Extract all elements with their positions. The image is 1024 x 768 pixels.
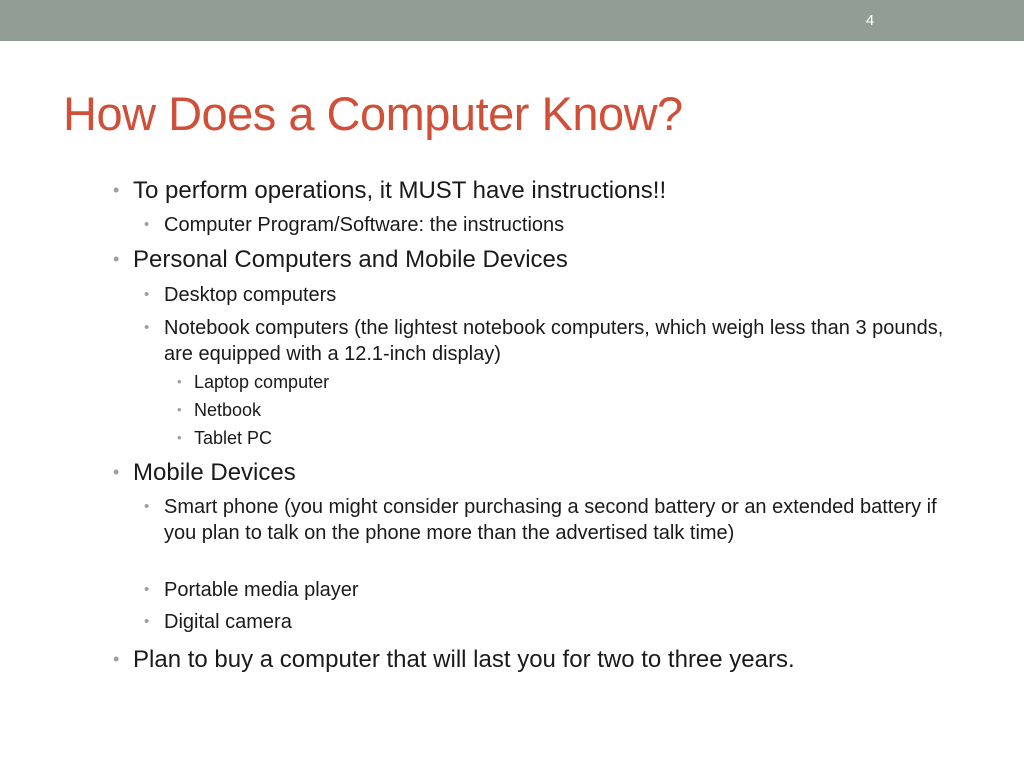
bullet-marker-icon: • xyxy=(177,374,182,389)
slide-number: 4 xyxy=(865,12,875,29)
bullet-marker-icon: • xyxy=(144,319,150,336)
bullet-marker-icon: • xyxy=(113,180,120,200)
bullet-marker-icon: • xyxy=(177,430,182,445)
bullet-item: • Smart phone (you might consider purchasing a second battery or an extended battery if you plan to talk on the phone more than the advertised talk time) xyxy=(144,496,937,544)
bullet-item: • Computer Program/Software: the instructions xyxy=(144,214,565,236)
bullet-item: • Notebook computers (the lightest notebook computers, which weigh less than 3 pounds, are equipped with a 12.1-inch display) xyxy=(144,317,944,365)
bullet-item: • Personal Computers and Mobile Devices xyxy=(113,246,568,273)
bullet-marker-icon: • xyxy=(113,249,120,269)
bullet-marker-icon: • xyxy=(113,462,120,482)
bullet-item: • Portable media player xyxy=(144,579,359,601)
bullet-item: • Digital camera xyxy=(144,611,292,633)
bullet-marker-icon: • xyxy=(144,613,150,630)
bullet-item: • To perform operations, it MUST have instructions!! xyxy=(113,177,667,204)
bullet-item: • Netbook xyxy=(177,400,262,420)
bullet-marker-icon: • xyxy=(144,216,150,233)
slide-title: How Does a Computer Know? xyxy=(63,87,683,140)
bullet-marker-icon: • xyxy=(113,649,120,669)
bullet-marker-icon: • xyxy=(144,581,150,598)
bullet-item: • Tablet PC xyxy=(177,428,273,448)
bullet-marker-icon: • xyxy=(144,498,150,515)
bullet-item: • Plan to buy a computer that will last you for two to three years. xyxy=(113,646,795,673)
bullet-item: • Laptop computer xyxy=(177,372,330,392)
bullet-marker-icon: • xyxy=(144,286,150,303)
bullet-item: • Mobile Devices xyxy=(113,459,296,486)
bullet-item: • Desktop computers xyxy=(144,284,337,306)
bullet-marker-icon: • xyxy=(177,402,182,417)
